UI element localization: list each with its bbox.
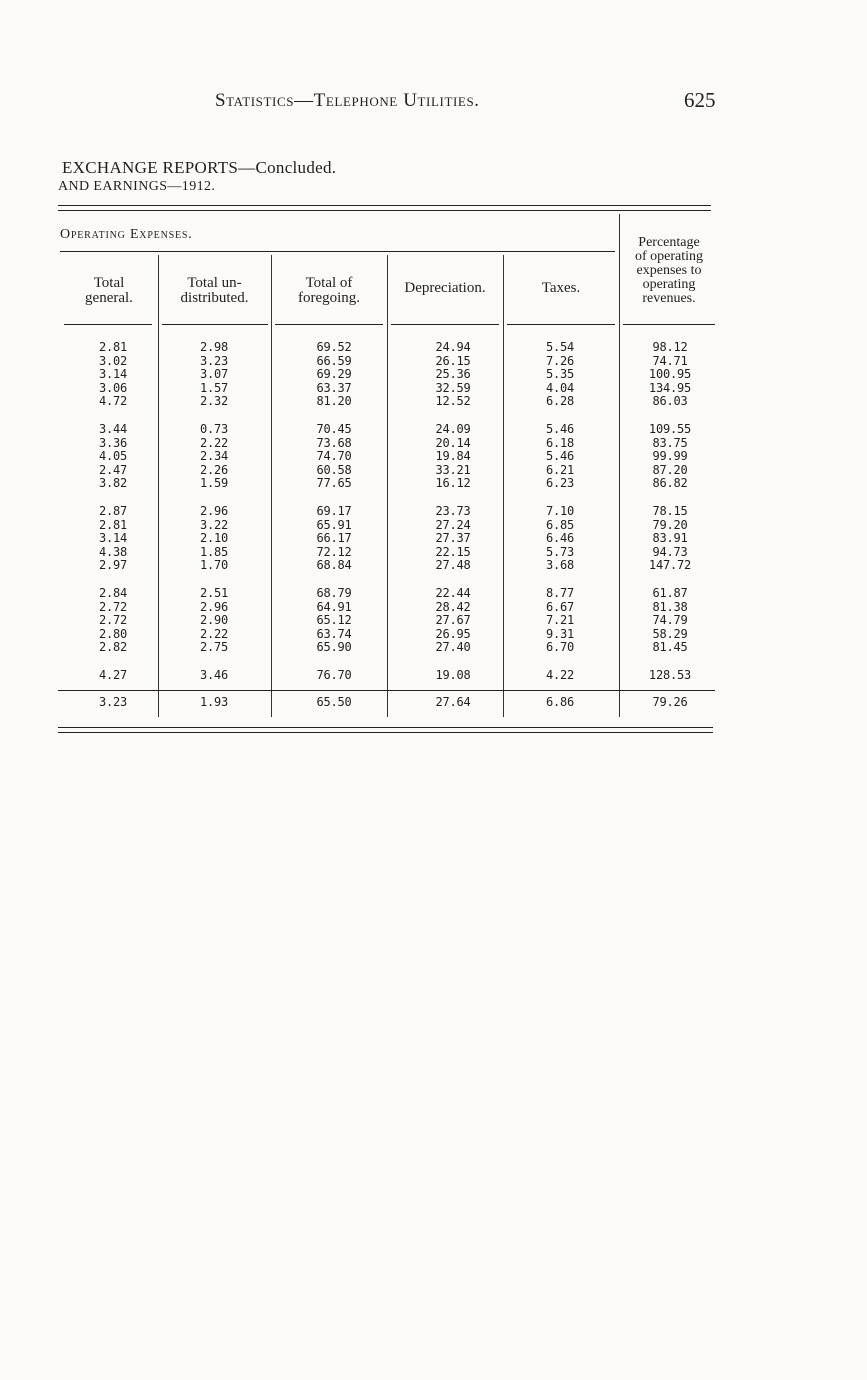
table-row-total-undistributed-cell: 2.22 [199,626,229,641]
table-row-percentage-cell: 86.03 [652,394,688,409]
column-divider [271,255,272,717]
table-row-total-undistributed-cell: 0.73 [199,422,229,436]
table-row-total-general-cell: 3.36 [98,435,128,450]
table-row-depreciation-cell: 12.52 [435,394,471,409]
page-header [0,88,867,118]
total-row-total-of-foregoing-cell: 65.50 [316,695,352,709]
table-row-total-of-foregoing-cell: 65.91 [316,517,352,532]
table-row-percentage-cell: 81.38 [652,599,688,614]
table-row-taxes-cell: 5.46 [545,449,575,464]
table-row-depreciation-cell: 24.94 [435,340,471,354]
total-row-depreciation-cell: 27.64 [435,695,471,709]
table-row-taxes-cell: 8.77 [545,586,575,600]
table-row-total-undistributed-cell: 2.26 [199,462,229,477]
table-row-total-general-cell: 2.82 [98,640,128,655]
table-row-percentage-cell: 134.95 [648,380,692,395]
table-row-total-undistributed-cell: 2.32 [199,394,229,409]
table-row-total-undistributed-cell: 1.85 [199,544,229,559]
group-underline [60,251,615,252]
top-double-rule-upper [58,205,711,206]
table-row-depreciation-cell: 27.40 [435,640,471,655]
total-row-taxes-cell: 6.86 [545,695,575,709]
bottom-double-rule-lower [58,732,713,733]
table-row-total-undistributed-cell: 1.59 [199,476,229,491]
table-row-total-undistributed-cell: 2.75 [199,640,229,655]
table-row-taxes-cell: 6.23 [545,476,575,491]
column-header-total-undistributed: Total un- distributed. [180,275,249,306]
table-row-depreciation-cell: 20.14 [435,435,471,450]
table-row-total-undistributed-cell: 2.96 [199,599,229,614]
table-row-total-of-foregoing-cell: 76.70 [316,668,352,682]
table-row-percentage-cell: 147.72 [648,558,692,573]
table-row-percentage-cell: 78.15 [652,504,688,518]
table-row-total-of-foregoing-cell: 69.52 [316,340,352,354]
table-row-total-of-foregoing-cell: 64.91 [316,599,352,614]
table-row-total-undistributed-cell: 3.22 [199,517,229,532]
table-row-depreciation-cell: 19.08 [435,668,471,682]
table-row-total-of-foregoing-cell: 77.65 [316,476,352,491]
table-row-total-undistributed-cell: 2.34 [199,449,229,464]
page-number: 625 [684,88,716,112]
table-row-total-general-cell: 3.02 [98,353,128,368]
table-row-total-of-foregoing-cell: 69.17 [316,504,352,518]
table-row-depreciation-cell: 25.36 [435,367,471,382]
column-header-total-of-foregoing: Total of foregoing. [297,275,361,306]
running-title: Statistics—Telephone Utilities. [215,90,480,111]
table-row-total-of-foregoing-cell: 66.59 [316,353,352,368]
table-row-total-of-foregoing-cell: 69.29 [316,367,352,382]
table-row-total-of-foregoing-cell: 72.12 [316,544,352,559]
table-row-total-of-foregoing-cell: 63.74 [316,626,352,641]
table-row-total-general-cell: 2.81 [98,340,128,354]
header-underline [391,324,499,325]
table-row-taxes-cell: 6.85 [545,517,575,532]
table-row-taxes-cell: 6.21 [545,462,575,477]
table-row-taxes-cell: 7.26 [545,353,575,368]
table-row-taxes-cell: 6.28 [545,394,575,409]
table-row-depreciation-cell: 26.95 [435,626,471,641]
table-row-depreciation-cell: 24.09 [435,422,471,436]
table-row-total-general-cell: 3.44 [98,422,128,436]
section-subtitle: AND EARNINGS—1912. [58,179,216,194]
table-row-total-general-cell: 2.84 [98,586,128,600]
column-header-total-general: Total general. [85,275,133,306]
table-row-total-of-foregoing-cell: 63.37 [316,380,352,395]
table-row-percentage-cell: 61.87 [652,586,688,600]
table-row-depreciation-cell: 33.21 [435,462,471,477]
table-row-depreciation-cell: 19.84 [435,449,471,464]
table-row-total-undistributed-cell: 1.70 [199,558,229,573]
table-row-total-undistributed-cell: 2.10 [199,531,229,546]
table-row-total-undistributed-cell: 3.07 [199,367,229,382]
table-row-total-of-foregoing-cell: 60.58 [316,462,352,477]
table-row-depreciation-cell: 23.73 [435,504,471,518]
table-row-total-general-cell: 4.27 [98,668,128,682]
table-row-percentage-cell: 98.12 [652,340,688,354]
table-row-depreciation-cell: 28.42 [435,599,471,614]
table-row-total-undistributed-cell: 2.90 [199,613,229,628]
table-row-taxes-cell: 4.04 [545,380,575,395]
group-title: Operating Expenses. [60,227,193,242]
table-row-total-of-foregoing-cell: 66.17 [316,531,352,546]
table-row-percentage-cell: 86.82 [652,476,688,491]
table-row-percentage-cell: 94.73 [652,544,688,559]
table-row-taxes-cell: 6.46 [545,531,575,546]
table-row-total-of-foregoing-cell: 74.70 [316,449,352,464]
column-header-percentage: Percentage of operating expenses to operating revenues. [634,235,704,306]
table-row-depreciation-cell: 27.37 [435,531,471,546]
total-row-total-undistributed-cell: 1.93 [199,695,229,709]
table-row-total-of-foregoing-cell: 73.68 [316,435,352,450]
table-row-percentage-cell: 109.55 [648,422,692,436]
header-underline [507,324,615,325]
table-row-total-undistributed-cell: 2.96 [199,504,229,518]
table-row-total-undistributed-cell: 2.51 [199,586,229,600]
table-row-total-undistributed-cell: 3.23 [199,353,229,368]
table-row-total-of-foregoing-cell: 70.45 [316,422,352,436]
table-row-percentage-cell: 83.91 [652,531,688,546]
table-row-total-general-cell: 4.05 [98,449,128,464]
table-row-taxes-cell: 6.67 [545,599,575,614]
header-underline [275,324,383,325]
table-row-total-general-cell: 3.14 [98,531,128,546]
table-row-total-general-cell: 2.47 [98,462,128,477]
table-row-percentage-cell: 58.29 [652,626,688,641]
table-row-taxes-cell: 5.46 [545,422,575,436]
table-row-total-undistributed-cell: 2.98 [199,340,229,354]
table-row-percentage-cell: 74.79 [652,613,688,628]
table-row-depreciation-cell: 27.67 [435,613,471,628]
header-underline [162,324,268,325]
table-row-depreciation-cell: 16.12 [435,476,471,491]
table-row-percentage-cell: 128.53 [648,668,692,682]
table-row-total-general-cell: 2.72 [98,599,128,614]
table-row-percentage-cell: 99.99 [652,449,688,464]
header-underline [623,324,715,325]
table-row-total-of-foregoing-cell: 68.79 [316,586,352,600]
table-row-total-general-cell: 2.72 [98,613,128,628]
table-row-taxes-cell: 7.21 [545,613,575,628]
table-row-taxes-cell: 3.68 [545,558,575,573]
table-row-total-undistributed-cell: 1.57 [199,380,229,395]
table-row-taxes-cell: 9.31 [545,626,575,641]
top-double-rule-lower [58,210,711,211]
table-row-total-undistributed-cell: 2.22 [199,435,229,450]
table-row-taxes-cell: 5.73 [545,544,575,559]
table-row-total-of-foregoing-cell: 68.84 [316,558,352,573]
total-row-percentage-cell: 79.26 [652,695,688,709]
table-row-percentage-cell: 83.75 [652,435,688,450]
table-row-taxes-cell: 6.18 [545,435,575,450]
table-row-taxes-cell: 7.10 [545,504,575,518]
table-row-total-general-cell: 3.14 [98,367,128,382]
table-row-percentage-cell: 81.45 [652,640,688,655]
table-row-taxes-cell: 4.22 [545,668,575,682]
table-row-percentage-cell: 87.20 [652,462,688,477]
table-row-depreciation-cell: 26.15 [435,353,471,368]
table-row-taxes-cell: 6.70 [545,640,575,655]
table-row-depreciation-cell: 22.15 [435,544,471,559]
table-row-total-general-cell: 3.06 [98,380,128,395]
table-row-percentage-cell: 79.20 [652,517,688,532]
table-row-total-undistributed-cell: 3.46 [199,668,229,682]
table-row-depreciation-cell: 32.59 [435,380,471,395]
bottom-double-rule-upper [58,727,713,728]
table-row-total-general-cell: 2.80 [98,626,128,641]
table-row-total-of-foregoing-cell: 81.20 [316,394,352,409]
table-row-total-of-foregoing-cell: 65.90 [316,640,352,655]
table-row-depreciation-cell: 27.48 [435,558,471,573]
column-header-taxes: Taxes. [541,280,581,296]
table-row-taxes-cell: 5.35 [545,367,575,382]
table-row-total-general-cell: 2.81 [98,517,128,532]
header-underline [64,324,152,325]
table-row-total-general-cell: 2.87 [98,504,128,518]
table-row-depreciation-cell: 27.24 [435,517,471,532]
table-row-total-general-cell: 4.72 [98,394,128,409]
total-row-total-general-cell: 3.23 [98,695,128,709]
table-row-total-general-cell: 3.82 [98,476,128,491]
table-row-total-general-cell: 2.97 [98,558,128,573]
table-row-percentage-cell: 74.71 [652,353,688,368]
table-row-percentage-cell: 100.95 [648,367,692,382]
total-rule [58,690,715,691]
table-row-total-of-foregoing-cell: 65.12 [316,613,352,628]
column-header-depreciation: Depreciation. [404,280,486,296]
table-row-depreciation-cell: 22.44 [435,586,471,600]
table-row-total-general-cell: 4.38 [98,544,128,559]
table-row-taxes-cell: 5.54 [545,340,575,354]
section-title: EXCHANGE REPORTS—Concluded. [62,158,337,177]
